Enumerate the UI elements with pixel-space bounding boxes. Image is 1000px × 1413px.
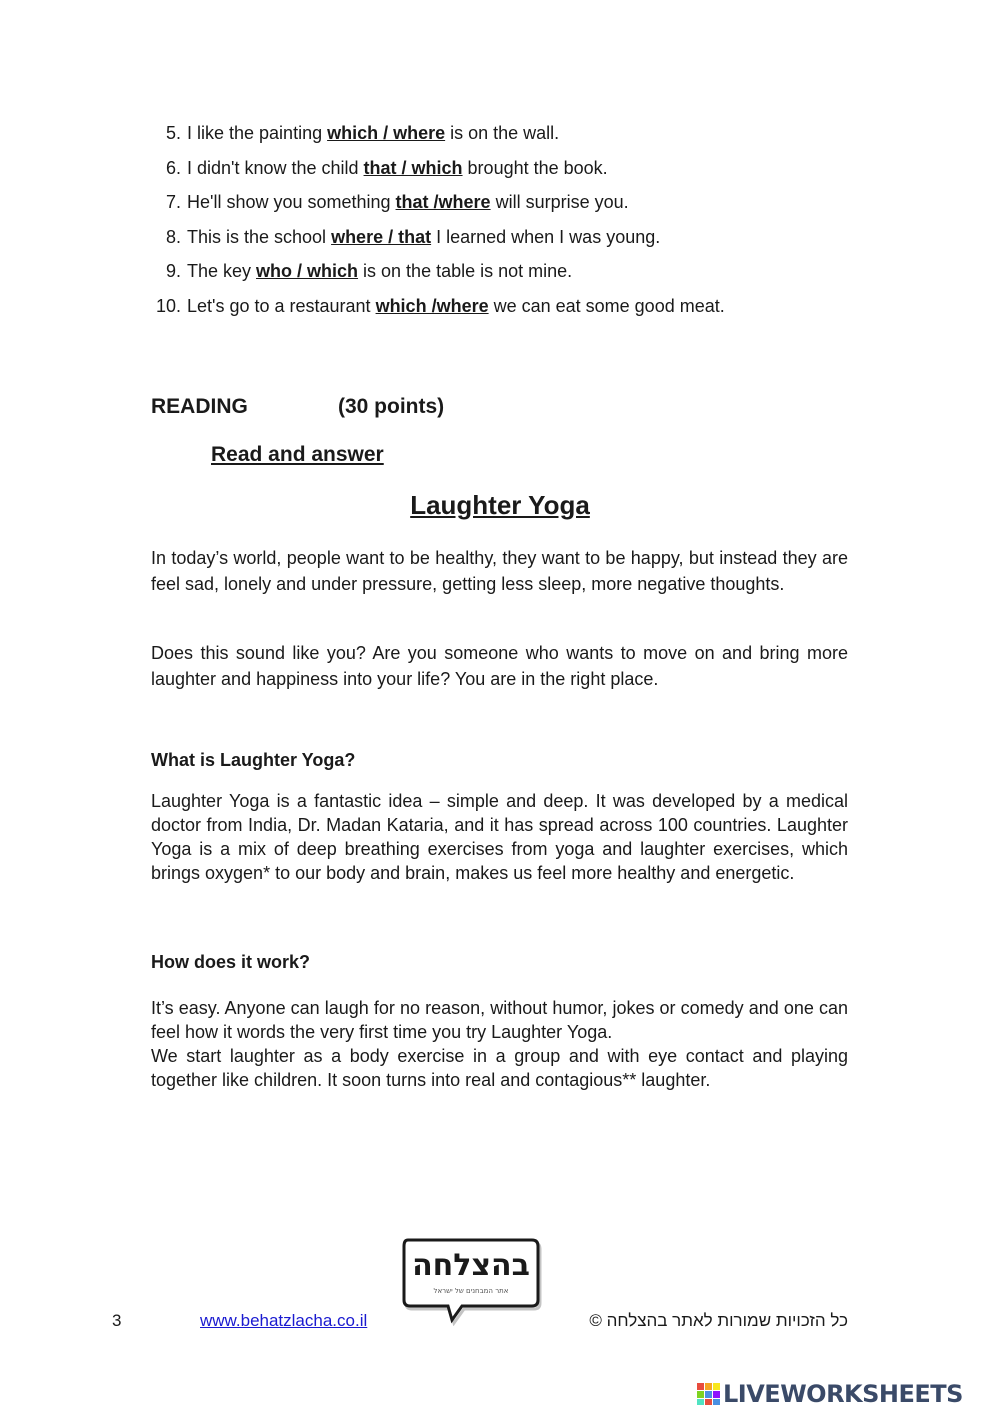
- choice-options[interactable]: which / where: [327, 123, 446, 143]
- body-paragraph: It’s easy. Anyone can laugh for no reason, without humor, jokes or comedy and one can feel how it words the very first time you try Laughter Yoga. We start laughter as a body exercise in a group and with eye contact and playing together like children. It soon turns into real and contagious** laughter.: [151, 998, 848, 1090]
- liveworksheets-logo-icon: [697, 1383, 721, 1405]
- grammar-item: 9. The key who / which is on the table is not mine.: [165, 261, 573, 281]
- grammar-item: 6. I didn't know the child that / which brought the book.: [165, 158, 608, 178]
- grammar-item: 7. He'll show you something that /where will surprise you.: [165, 192, 629, 212]
- brand-text: LIVEWORKSHEETS: [723, 1380, 963, 1408]
- subsection-heading: What is Laughter Yoga?: [151, 750, 356, 770]
- choice-options[interactable]: which /where: [375, 296, 489, 316]
- choice-options[interactable]: that / which: [363, 158, 463, 178]
- choice-options[interactable]: who / which: [256, 261, 359, 281]
- grammar-item: 5. I like the painting which / where is on the wall.: [165, 123, 560, 143]
- points-label: (30 points): [338, 395, 445, 418]
- page-number: 3: [112, 1311, 122, 1330]
- article-title: Laughter Yoga: [410, 490, 590, 520]
- choice-options[interactable]: where / that: [331, 227, 432, 247]
- section-heading: READING: [151, 395, 248, 418]
- intro-paragraph: Does this sound like you? Are you someone who wants to move on and bring more laughter and happiness into your life? You are in the right place.: [151, 643, 848, 689]
- subsection-heading: How does it work?: [151, 952, 311, 972]
- liveworksheets-watermark: [697, 1380, 989, 1408]
- choice-options[interactable]: that /where: [395, 192, 491, 212]
- grammar-item: 10. Let's go to a restaurant which /where we can eat some good meat.: [155, 296, 725, 316]
- body-paragraph: Laughter Yoga is a fantastic idea – simple and deep. It was developed by a medical doctor from India, Dr. Madan Kataria, and it has spread across 100 countries. Laughter Yoga is a mix of deep breathing exercises from yoga and laughter exercises, which brings oxygen* to our body and brain, makes us feel more healthy and energetic.: [151, 791, 848, 883]
- website-link[interactable]: www.behatzlacha.co.il: [200, 1311, 368, 1330]
- intro-paragraph: In today’s world, people want to be healthy, they want to be happy, but instead they are feel sad, lonely and under pressure, getting less sleep, more negative thoughts.: [151, 548, 848, 594]
- copyright-text: כל הזכויות שמורות לאתר בהצלחה ©: [589, 1311, 848, 1330]
- instruction: Read and answer: [211, 443, 384, 466]
- logo-subtext: אתר המבחנים של ישראל: [433, 1287, 509, 1295]
- logo-text: בהצלחה: [412, 1248, 530, 1283]
- behatzlacha-logo: [400, 1234, 542, 1326]
- grammar-item: 8. This is the school where / that I learned when I was young.: [165, 227, 661, 247]
